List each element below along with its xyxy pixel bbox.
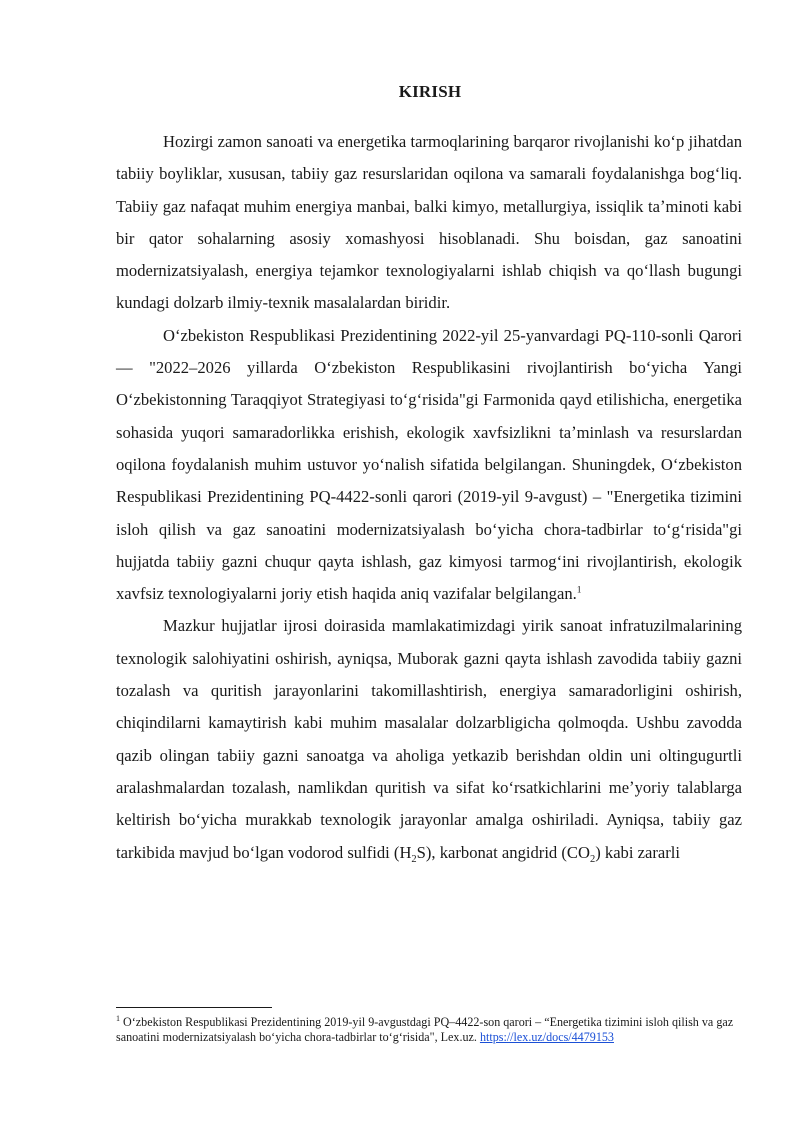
footnote-reference[interactable]: 1 <box>576 585 582 596</box>
footnote-separator <box>116 1007 272 1008</box>
h2s-part-s: S <box>416 842 426 862</box>
paragraph-3-text: Mazkur hujjatlar ijrosi doirasida mamlakatimizdagi yirik sanoat infratuzilmalarining texnologik salohiyatini oshirish, ayniqsa, Muborak gazni qayta ishlash zavodida tabiiy gazni tozalash va quritish jarayonlarini takomillashtirish, energiya samaradorligini oshirish, chiqindilarni kamaytirish kabi muhim masalalar dolzarbligicha qolmoqda. Ushbu zavodda qazib olingan tabiiy gazni sanoatga va aholiga yetkazib berishdan oldin uni oltingugurtli aralashmalardan tozalash, namlikdan quritish va sifat koʻrsatkichlarini meʼyoriy talablarga keltirish boʻyicha murakkab texnologik jarayonlar amalga oshiriladi. Ayniqsa, tabiiy gaz tarkibida mavjud boʻlgan vodorod sulfidi ( <box>116 616 742 862</box>
body-text <box>116 126 742 869</box>
page-heading: KIRISH <box>398 82 462 101</box>
paragraph-3-middle: ), karbonat angidrid ( <box>425 842 567 862</box>
footnote-text: Oʻzbekiston Respublikasi Prezidentining 2019-yil 9-avgustdagi PQ–4422-son qarori – “Energetika tizimini isloh qilish va gaz sanoatini modernizatsiyalash boʻyicha chora-tadbirlar toʻgʻrisida", Lex.uz. <box>116 1015 734 1045</box>
paragraph-3-end: ) kabi zararli <box>595 842 680 862</box>
footnote-link[interactable]: https://lex.uz/docs/4479153 <box>479 1030 614 1045</box>
co2-part-co: CO <box>566 842 590 862</box>
h2s-subscript: 2 <box>411 853 417 865</box>
h2s-part-h: H <box>399 842 412 862</box>
paragraph-3 <box>116 610 742 868</box>
co2-subscript: 2 <box>589 853 596 865</box>
paragraph-2-text: Oʻzbekiston Respublikasi Prezidentining 2022-yil 25-yanvardagi PQ-110-sonli Qarori — "2022–2026 yillarda Oʻzbekiston Respublikasini rivojlantirish boʻyicha Yangi Oʻzbekistonning Taraqqiyot Strategiyasi toʻgʻrisida"gi Farmonida qayd etilishicha, energetika sohasida yuqori samaradorlikka erishish, ekologik xavfsizlikni taʼminlash va resurslardan oqilona foydalanish muhim ustuvor yoʻnalish sifatida belgilangan. Shuningdek, Oʻzbekiston Respublikasi Prezidentining PQ-4422-sonli qarori (2019-yil 9-avgust) – "Energetika tizimini isloh qilish va gaz sanoatini modernizatsiyalash boʻyicha chora-tadbirlar toʻgʻrisida"gi hujjatda tabiiy gazni chuqur qayta ishlash, gaz kimyosi tarmogʻini rivojlantirish, ekologik xavfsiz texnologiyalarni joriy etish haqida aniq vazifalar belgilangan. <box>116 325 742 604</box>
h2s-formula <box>399 842 426 865</box>
paragraph-1: Hozirgi zamon sanoati va energetika tarmoqlarining barqaror rivojlanishi koʻp jihatdan tabiiy boyliklar, xususan, tabiiy gaz resurslaridan oqilona va samarali foydalanishga bogʻliq. Tabiiy gaz nafaqat muhim energiya manbai, balki kimyo, metallurgiya, issiqlik taʼminoti kabi bir qator sohalarning asosiy xomashyosi hisoblanadi. Shu boisdan, gaz sanoatini modernizatsiyalash, energiya tejamkor texnologiyalarni ishlab chiqish va qoʻllash bugungi kundagi dolzarb ilmiy-texnik masalalardan biridir. <box>116 132 742 313</box>
footnote-marker: 1 <box>116 1013 120 1023</box>
footnote <box>116 1015 744 1046</box>
paragraph-2 <box>116 320 742 611</box>
co2-formula <box>566 842 596 865</box>
